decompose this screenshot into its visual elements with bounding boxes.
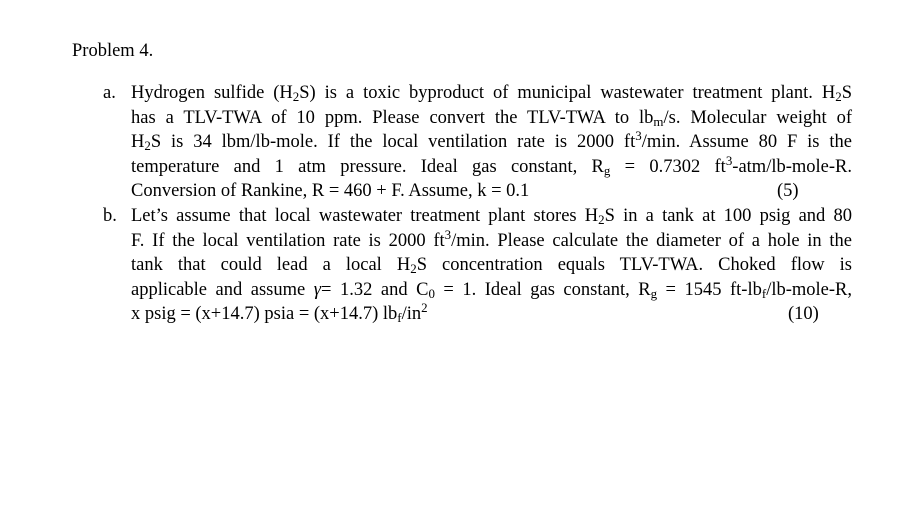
- part-a-marker: a.: [103, 83, 116, 103]
- problem-title: Problem 4.: [72, 41, 154, 61]
- part-a-text: Hydrogen sulfide $(H_2S)$ is a toxic byproduct of municipal wastewater treatment plant. $H_2S$ has a TLV-TWA of 10 ppm. Please convert the TLV-TWA to $lb_m/s$. Molecular weight of $H_2S$ is 34 lbm/lb-mole. If the local ventilation rate is 2000 $ft^3/\min$. Assume 80 F is the temperature and 1 atm pressure. Ideal gas constant, $R_g = 0.7302$ $ft^3-atm/lb-mole-R$. Conversion of Rankine, R = 460 + F. Assume, k = 0.1 (5): [131, 81, 852, 204]
- part-a-points: (5): [777, 181, 799, 201]
- part-b-marker: b.: [103, 206, 117, 226]
- part-b-points: (10): [788, 304, 819, 324]
- part-b-text: Let’s assume that local wastewater treatment plant stores $H_2S$ in a tank at 100 psig and 80 F. If the local ventilation rate is 2000 $ft^3/\min$. Please calculate the diameter of a hole in the tank that could lead a local $H_2S$ concentration equals TLV-TWA. Choked flow is applicable and assume γ= 1.32 and $C_0 = 1$. Ideal gas constant, $R_g = 1545$ $ft-lb_f/lb-mole-R$, x psig = (x+14.7) psia = (x+14.7) $lb_f/in^2$ (10): [131, 206, 852, 326]
